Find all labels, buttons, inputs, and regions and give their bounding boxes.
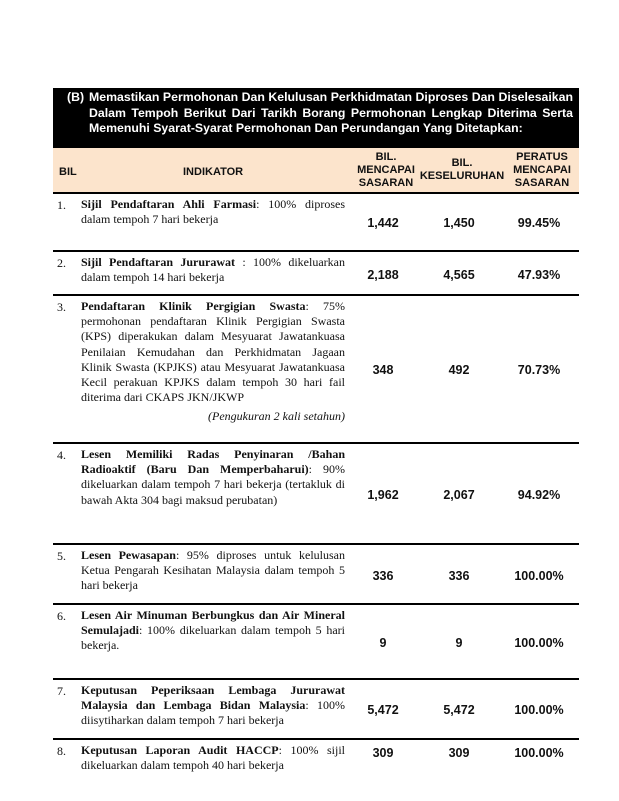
row-indicator [81, 608, 345, 654]
column-header-peratus: PERATUS MENCAPAI SASARAN [513, 151, 571, 189]
row-peratus: 100.00% [514, 636, 564, 650]
row-bil-mencapai: 5,472 [367, 703, 399, 717]
row-indicator [81, 447, 345, 508]
row-title: Sijil Pendaftaran Ahli Farmasi [81, 197, 257, 211]
row-description: : 75% permohonan pendaftaran Klinik Pergigian Swasta (KPS) diperakukan dalam Mesyuarat Jawatankuasa Penilaian Kemudahan dan Perkhidmatan Jagaan Klinik Swasta (KPJKS) atau Mesyuarat Jawatankuasa Kecil perakuan KPJKS dalam tempoh 30 hari fail diterima dari CKAPS JKN/JKWP [81, 299, 345, 405]
row-description: : 100% dikeluarkan dalam tempoh 5 hari bekerja. [81, 623, 345, 653]
row-title: Sijil Pendaftaran Jururawat [81, 255, 235, 269]
column-header-indikator: INDIKATOR [183, 166, 244, 178]
row-indicator [81, 743, 345, 773]
row-title: Lesen Air Minuman Berbungkus dan Air Mineral Semulajadi [81, 608, 345, 638]
table-row [53, 444, 579, 545]
column-header-bil: BIL [59, 166, 77, 178]
row-bil-mencapai: 9 [379, 636, 387, 650]
row-number: 4. [57, 448, 66, 462]
row-description: : 100% sijil dikeluarkan dalam tempoh 40 hari bekerja [81, 743, 345, 773]
row-peratus: 99.45% [517, 216, 561, 230]
table-row [53, 680, 579, 740]
row-indicator [81, 255, 345, 285]
row-title: Pendaftaran Klinik Pergigian Swasta [81, 299, 306, 313]
row-bil-mencapai: 348 [372, 363, 394, 377]
row-number: 5. [57, 549, 66, 563]
section-title: Memastikan Permohonan Dan Kelulusan Perkhidmatan Diproses Dan Diselesaikan Dalam Tempoh Berikut Dari Tarikh Borang Permohonan Lengkap Diterima Serta Memenuhi Syarat-Syarat Permohonan Dan Perundangan Yang Ditetapkan: [89, 90, 573, 135]
row-bil-mencapai: 336 [372, 569, 394, 583]
table-row [53, 296, 579, 444]
row-peratus: 100.00% [514, 746, 564, 760]
row-title: Keputusan Laporan Audit HACCP [81, 743, 279, 757]
row-description: : 100% diisytiharkan dalam tempoh 7 hari bekerja [81, 698, 345, 728]
table-row [53, 740, 579, 778]
row-description: : 95% diproses untuk kelulusan Ketua Pengarah Kesihatan Malaysia dalam tempoh 5 hari bekerja [81, 548, 346, 593]
row-number: 2. [57, 256, 66, 270]
row-indicator [81, 197, 345, 227]
row-number: 1. [57, 198, 66, 212]
row-title: Keputusan Peperiksaan Lembaga Jururawat Malaysia dan Lembaga Bidan Malaysia [81, 683, 345, 713]
column-header-bil-mencapai: BIL. MENCAPAI SASARAN [357, 151, 415, 189]
row-bil-keseluruhan: 5,472 [443, 703, 475, 717]
column-header-row [53, 148, 579, 194]
row-bil-keseluruhan: 336 [448, 569, 470, 583]
row-bil-keseluruhan: 309 [448, 746, 470, 760]
row-indicator [81, 548, 345, 594]
row-peratus: 100.00% [514, 569, 564, 583]
performance-table [53, 88, 579, 778]
table-row [53, 545, 579, 605]
row-peratus: 100.00% [514, 703, 564, 717]
row-number: 7. [57, 684, 66, 698]
row-indicator [81, 683, 345, 729]
row-bil-keseluruhan: 4,565 [443, 268, 475, 282]
row-description: : 100% diproses dalam tempoh 7 hari bekerja [81, 197, 346, 227]
row-title: Lesen Pewasapan [81, 548, 176, 562]
row-indicator [81, 299, 345, 425]
row-peratus: 94.92% [517, 488, 561, 502]
table-row [53, 605, 579, 680]
table-row [53, 194, 579, 252]
row-number: 8. [57, 744, 66, 758]
column-header-bil-keseluruhan: BIL. KESELURUHAN [419, 157, 505, 182]
row-bil-keseluruhan: 492 [448, 363, 470, 377]
row-bil-mencapai: 1,442 [367, 216, 399, 230]
row-description: : 100% dikeluarkan dalam tempoh 14 hari bekerja [81, 255, 345, 285]
row-bil-mencapai: 1,962 [367, 488, 399, 502]
row-peratus: 70.73% [517, 363, 561, 377]
row-bil-keseluruhan: 2,067 [443, 488, 475, 502]
row-peratus: 47.93% [517, 268, 561, 282]
row-note: (Pengukuran 2 kali setahun) [208, 409, 345, 424]
section-header [53, 88, 579, 148]
row-number: 6. [57, 609, 66, 623]
row-bil-keseluruhan: 9 [455, 636, 463, 650]
row-number: 3. [57, 300, 66, 314]
section-code: (B) [67, 90, 85, 104]
row-bil-mencapai: 309 [372, 746, 394, 760]
row-description: : 90% dikeluarkan dalam tempoh 7 hari bekerja (tertakluk di bawah Akta 304 bagi maksud perubatan) [81, 462, 345, 507]
row-bil-mencapai: 2,188 [367, 268, 399, 282]
table-row [53, 252, 579, 296]
row-bil-keseluruhan: 1,450 [443, 216, 475, 230]
row-title: Lesen Memiliki Radas Penyinaran /Bahan Radioaktif (Baru Dan Memperbaharui) [81, 447, 345, 477]
